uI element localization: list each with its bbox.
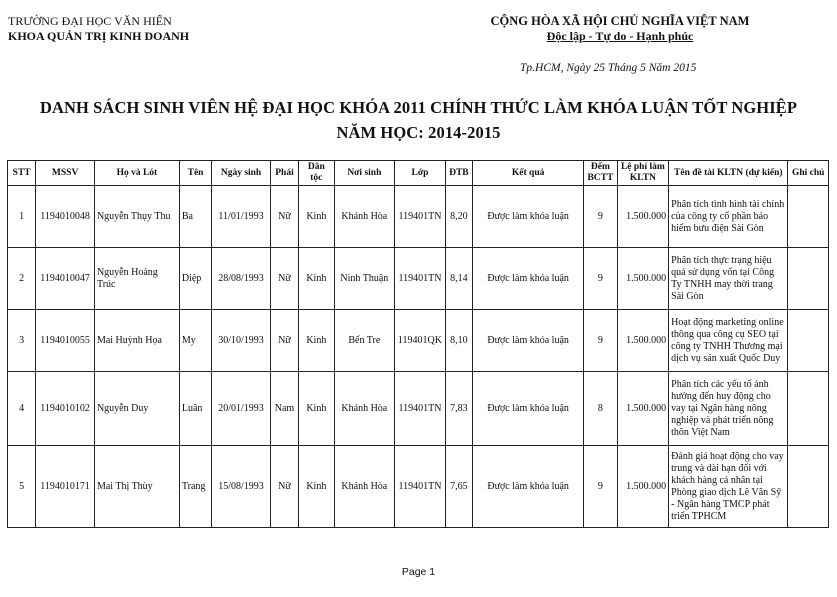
table-header-row — [8, 161, 829, 186]
cell-ngay-sinh: 30/10/1993 — [212, 310, 271, 372]
cell-le-phi: 1.500.000 — [617, 248, 669, 310]
cell-ho-lot: Nguyễn Hoàng Trúc — [94, 248, 179, 310]
cell-ket-qua: Được làm khóa luận — [473, 248, 584, 310]
cell-dem-bctt: 9 — [584, 248, 617, 310]
cell-mssv: 1194010048 — [36, 186, 95, 248]
header-ngay-sinh: Ngày sinh — [212, 161, 271, 186]
page-number: Page 1 — [401, 566, 436, 578]
table-row — [8, 248, 829, 310]
cell-ghi-chu — [788, 446, 829, 528]
cell-dem-bctt: 8 — [584, 372, 617, 446]
cell-ho-lot: Nguyễn Thụy Thu — [94, 186, 179, 248]
cell-mssv: 1194010047 — [36, 248, 95, 310]
cell-dtb: 8,20 — [445, 186, 472, 248]
cell-ten-de-tai: Hoạt động marketing online thông qua công cụ SEO tại công ty TNHH Thương mại dịch vụ sản xuất Quốc Duy — [669, 310, 788, 372]
header-ket-qua: Kết quả — [473, 161, 584, 186]
cell-dan-toc: Kinh — [299, 186, 334, 248]
student-list-table — [7, 160, 829, 528]
cell-dan-toc: Kinh — [299, 310, 334, 372]
document-date: Tp.HCM, Ngày 25 Tháng 5 Năm 2015 — [520, 62, 697, 74]
cell-lop: 119401TN — [395, 446, 446, 528]
cell-lop: 119401TN — [395, 372, 446, 446]
header-ten: Tên — [179, 161, 211, 186]
cell-ngay-sinh: 20/01/1993 — [212, 372, 271, 446]
cell-mssv: 1194010102 — [36, 372, 95, 446]
header-dtb: ĐTB — [445, 161, 472, 186]
school-name: TRƯỜNG ĐẠI HỌC VĂN HIẾN — [8, 14, 172, 28]
header-ghi-chu: Ghi chú — [788, 161, 829, 186]
cell-noi-sinh: Khánh Hòa — [334, 446, 395, 528]
cell-stt: 4 — [8, 372, 36, 446]
cell-ngay-sinh: 28/08/1993 — [212, 248, 271, 310]
table-row — [8, 310, 829, 372]
cell-ket-qua: Được làm khóa luận — [473, 186, 584, 248]
cell-phai: Nam — [270, 372, 298, 446]
cell-ket-qua: Được làm khóa luận — [473, 372, 584, 446]
cell-ho-lot: Mai Thị Thùy — [94, 446, 179, 528]
cell-mssv: 1194010055 — [36, 310, 95, 372]
header-dem-bctt: Đếm BCTT — [584, 161, 617, 186]
institution-header — [8, 14, 189, 44]
cell-ghi-chu — [788, 372, 829, 446]
cell-le-phi: 1.500.000 — [617, 310, 669, 372]
cell-dtb: 7,65 — [445, 446, 472, 528]
cell-stt: 2 — [8, 248, 36, 310]
table-row — [8, 372, 829, 446]
cell-ngay-sinh: 11/01/1993 — [212, 186, 271, 248]
cell-phai: Nữ — [270, 248, 298, 310]
cell-le-phi: 1.500.000 — [617, 186, 669, 248]
header-ten-de-tai: Tên đề tài KLTN (dự kiến) — [669, 161, 788, 186]
title-line-2: NĂM HỌC: 2014-2015 — [336, 123, 501, 142]
table-row — [8, 186, 829, 248]
cell-dtb: 8,10 — [445, 310, 472, 372]
cell-noi-sinh: Bến Tre — [334, 310, 395, 372]
cell-dan-toc: Kinh — [299, 372, 334, 446]
cell-le-phi: 1.500.000 — [617, 446, 669, 528]
cell-mssv: 1194010171 — [36, 446, 95, 528]
cell-ten: My — [179, 310, 211, 372]
cell-dem-bctt: 9 — [584, 186, 617, 248]
cell-ket-qua: Được làm khóa luận — [473, 446, 584, 528]
cell-phai: Nữ — [270, 310, 298, 372]
cell-dem-bctt: 9 — [584, 310, 617, 372]
cell-phai: Nữ — [270, 446, 298, 528]
header-mssv: MSSV — [36, 161, 95, 186]
cell-stt: 1 — [8, 186, 36, 248]
cell-lop: 119401QK — [395, 310, 446, 372]
cell-ten-de-tai: Phân tích tình hình tài chính của công ty cổ phần bảo hiểm bưu điện Sài Gòn — [669, 186, 788, 248]
cell-dan-toc: Kinh — [299, 248, 334, 310]
cell-ho-lot: Nguyễn Duy — [94, 372, 179, 446]
national-header — [440, 14, 800, 44]
cell-ho-lot: Mai Huỳnh Họa — [94, 310, 179, 372]
cell-le-phi: 1.500.000 — [617, 372, 669, 446]
cell-ten: Luân — [179, 372, 211, 446]
cell-dtb: 8,14 — [445, 248, 472, 310]
republic-name: CỘNG HÒA XÃ HỘI CHỦ NGHĨA VIỆT NAM — [490, 14, 750, 28]
cell-ten: Diệp — [179, 248, 211, 310]
cell-dan-toc: Kinh — [299, 446, 334, 528]
header-lop: Lớp — [395, 161, 446, 186]
cell-dtb: 7,83 — [445, 372, 472, 446]
cell-noi-sinh: Khánh Hòa — [334, 372, 395, 446]
faculty-name: KHOA QUẢN TRỊ KINH DOANH — [8, 29, 190, 43]
national-motto: Độc lập - Tự do - Hạnh phúc — [546, 29, 694, 43]
cell-ket-qua: Được làm khóa luận — [473, 310, 584, 372]
cell-noi-sinh: Khánh Hòa — [334, 186, 395, 248]
header-le-phi: Lệ phí làm KLTN — [617, 161, 669, 186]
cell-ghi-chu — [788, 248, 829, 310]
header-ho-lot: Họ và Lót — [94, 161, 179, 186]
cell-stt: 5 — [8, 446, 36, 528]
cell-noi-sinh: Ninh Thuận — [334, 248, 395, 310]
cell-ten: Trang — [179, 446, 211, 528]
header-stt: STT — [8, 161, 36, 186]
cell-ghi-chu — [788, 186, 829, 248]
document-title — [0, 95, 837, 145]
cell-stt: 3 — [8, 310, 36, 372]
cell-lop: 119401TN — [395, 186, 446, 248]
cell-ghi-chu — [788, 310, 829, 372]
header-noi-sinh: Nơi sinh — [334, 161, 395, 186]
header-phai: Phái — [270, 161, 298, 186]
cell-ten-de-tai: Đánh giá hoạt động cho vay trung và dài hạn đối với khách hàng cá nhân tại Phòng giao dịch Lê Văn Sỹ - Ngân hàng TMCP phát triển TPHCM — [669, 446, 788, 528]
cell-ten-de-tai: Phân tích thực trạng hiệu quả sử dụng vốn tại Công Ty TNHH may thời trang Sài Gòn — [669, 248, 788, 310]
header-dan-toc: Dân tộc — [299, 161, 334, 186]
cell-lop: 119401TN — [395, 248, 446, 310]
title-line-1: DANH SÁCH SINH VIÊN HỆ ĐẠI HỌC KHÓA 2011 CHÍNH THỨC LÀM KHÓA LUẬN TỐT NGHIỆP — [39, 98, 798, 117]
table-row — [8, 446, 829, 528]
cell-ten: Ba — [179, 186, 211, 248]
cell-phai: Nữ — [270, 186, 298, 248]
cell-ngay-sinh: 15/08/1993 — [212, 446, 271, 528]
cell-dem-bctt: 9 — [584, 446, 617, 528]
cell-ten-de-tai: Phân tích các yếu tố ảnh hưởng đến huy động cho vay tại Ngân hàng nông nghiệp và phát triển nông thôn Việt Nam — [669, 372, 788, 446]
